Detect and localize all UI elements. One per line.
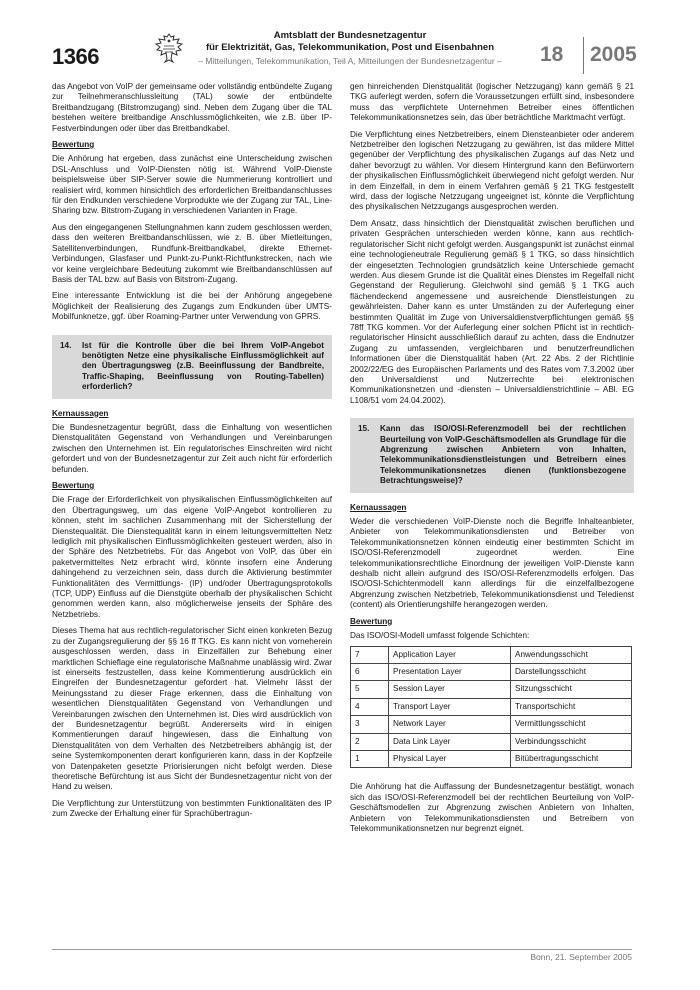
layer-english-cell: Transport Layer [389,698,511,715]
layer-english-cell: Application Layer [389,646,511,663]
layer-german-cell: Vermittlungsschicht [511,716,632,733]
layer-german-cell: Darstellungsschicht [511,663,632,680]
paragraph: Aus den eingegangenen Stellungnahmen kann zudem geschlossen werden, dass den weiteren Breitbandanschlüssen, wie z. B. über Mietleitungen, Satellitenverbindungen, Rundfunk-Breitbandkabel, direkte Ethernet-Verbindungen, Glasfaser und Punkt-zu-Punkt-Richtfunkstrecken, nach wie vor keine vergleichbare Bedeutung zukommt wie Breitbandanschlüssen auf Basis der TAL bzw. auf Basis von Bitstrom-Zugang. [52,222,332,284]
table-row [351,716,632,733]
layer-number-cell: 2 [351,733,389,750]
section-heading: Kernaussagen [52,408,109,418]
layer-english-cell: Network Layer [389,716,511,733]
osi-layer-table [350,646,632,769]
layer-german-cell: Verbindungsschicht [511,733,632,750]
footer-rule [52,949,632,950]
table-row [351,733,632,750]
question-box-15 [350,418,634,492]
layer-english-cell: Session Layer [389,681,511,698]
paragraph: Die Bundesnetzagentur begrüßt, dass die Einhaltung von wesentlichen Dienstqualitäten Gegenstand von Verhandlungen und Vereinbarungen zwischen den Unternehmen ist. Ein regulatorisches Einschreiten wird nicht gefordert und von der Bundesnetzagentur zur Zeit auch nicht für erforderlich befunden. [52,422,332,474]
issue-year: 2005 [590,43,637,66]
table-row [351,750,632,767]
paragraph: gen hinreichenden Dienstqualität (logischer Netzzugang) kann gemäß § 21 TKG auferlegt werden, sofern die Voraussetzungen erfüllt sind, insbesondere muss das verpflichtete Unternehmen Betreiber eines öffentlichen Telekommunikationsnetzes sein, das über beträchtliche Marktmacht verfügt. [350,82,634,123]
table-row [351,646,632,663]
layer-number-cell: 4 [351,698,389,715]
paragraph: Eine interessante Entwicklung ist die bei der Anhörung angegebene Möglichkeit der Realisierung des Zugangs zum Endkunden über UMTS-Mobilfunknetze, ggf. über Roaming-Partner unter Verwendung von GPRS. [52,291,332,322]
table-row [351,663,632,680]
table-row [351,698,632,715]
layer-english-cell: Data Link Layer [389,733,511,750]
layer-german-cell: Anwendungsschicht [511,646,632,663]
table-intro: Das ISO/OSI-Modell umfasst folgende Schichten: [350,631,530,641]
question-text: Ist für die Kontrolle über die bei Ihrem VoIP-Angebot benötigten Netze eine physikalische Einflussmöglichkeit auf den Übertragungsweg (z.B. Beeinflussung der Bandbreite, Traffic-Shaping, Beeinflussung von Routing-Tabellen) erforderlich? [82,340,324,392]
paragraph: Weder die verschiedenen VoIP-Dienste noch die Begriffe Inhalteanbieter, Anbieter von Telekommunikationsdiensten und Betreiber von Telekommunikationsnetzen können eindeutig einer bestimmten Schicht im ISO/OSI-Referenzmodell zugeordnet werden. Eine telekommunikationsrechtliche Einordnung der jeweiligen VoIP-Dienste kann deshalb nicht allein aufgrund des ISO/OSI-Referenzmodells erfolgen. Das ISO/OSI-Schichtenmodell kann allerdings für die einzelfallbezogene Abgrenzung zwischen Netzbetrieb, Telekommunikationsdienst und Teledienst (content) als Orientierungshilfe herangezogen werden. [350,517,634,610]
issue-number: 18 [540,43,564,66]
paragraph: Dieses Thema hat aus rechtlich-regulatorischer Sicht einen konkreten Bezug zu der Zugangsregulierung der §§ 16 ff TKG. Es kann nicht von vorneherein ausgeschlossen werden, dass in Einzelfällen zur Behebung einer marktlichen Schieflage eine regulatorische Maßnahme unablässig wird. Zwar ist einerseits festzustellen, dass keine Kommentierung ausdrücklich ein Eingreifen der Bundesnetzagentur gefordert hat. Vielmehr lässt der Meinungsstand zu dieser Frage erkennen, dass die Einhaltung von wesentlichen Dienstqualitäten Gegenstand von Verhandlungen und Vereinbarungen zwischen den Unternehmen ist. Dies wird ausdrücklich von der Bundesnetzagentur begrüßt. Andererseits wird in einigen Kommentierungen darauf hingewiesen, dass die Einhaltung von Dienstqualitäten von dem Verhalten des Netzbetreibers abhängig ist, der seine Systemkomponenten derart konfigurieren kann, dass in der Kopfzeile von Datenpaketen gesetzte Priorisierungen nicht befolgt werden. Diese theoretische Befürchtung ist aus Sicht der Bundesnetzagentur nicht von der Hand zu weisen. [52,626,332,792]
paragraph: Dem Ansatz, dass hinsichtlich der Dienstqualität zwischen beruflichen und privaten Gesprächen unterschieden werden könne, kann aus rechtlich-regulatorischer Sicht nicht gefolgt werden. Ausgangspunkt ist zunächst einmal eine technologieneutrale Regulierung gemäß § 1 TKG, so dass hinsichtlich der eingesetzten Technologien grundsätzlich keine Unterschiede gemacht werden. Aus diesem Grunde ist die Qualität eines Dienstes im Regelfall nicht Gegenstand der Regulierung. Gleichwohl sind gemäß § 1 TKG auch flächendeckend angemessene und ausreichende Dienstleistungen zu gewährleisten. Daher kann es unter Umständen zu der Auferlegung einer bestimmten Qualität im Zuge von Universaldienstverpflichtungen gemäß §§ 78ff TKG kommen. Vor der Auferlegung einer solchen Pflicht ist in rechtlich-regulatorischer Hinsicht ausschließlich darauf zu achten, dass die Endnutzer Zugang zu umfassenden, vergleichbaren und benutzerfreundlichen Informationen über die Dienstqualität haben (Art. 22 Abs. 2 der Richtlinie 2002/22/EG des Europäischen Parlaments und des Rates vom 7.3.2002 über den Universaldienst und Nutzerrechte bei elektronischen Kommunikationsnetzen und -diensten – Universaldienstrichtlinie – ABl. EG L108/51 vom 24.04.2002). [350,218,634,405]
layer-german-cell: Sitzungsschicht [511,681,632,698]
footer-date: Bonn, 21. September 2005 [530,952,632,962]
left-column [52,82,332,826]
section-heading: Bewertung [52,140,95,150]
page-number: 1366 [52,44,99,69]
journal-subtitle: – Mitteilungen, Telekommunikation, Teil A, Mitteilungen der Bundesnetzagentur – [198,56,502,66]
question-box-14 [52,335,332,399]
layer-english-cell: Physical Layer [389,750,511,767]
right-column [350,82,634,840]
paragraph: Die Verpflichtung zur Unterstützung von bestimmten Funktionalitäten des IP zum Zwecke der Erhaltung einer für Sprachübertragun- [52,798,332,819]
layer-english-cell: Presentation Layer [389,663,511,680]
journal-title: Amtsblatt der Bundesnetzagentur [273,30,427,41]
page-header [0,0,700,80]
table-row [351,681,632,698]
section-heading: Bewertung [350,616,393,626]
issue-divider [583,37,584,74]
layer-number-cell: 6 [351,663,389,680]
section-heading: Bewertung [52,481,95,490]
layer-number-cell: 5 [351,681,389,698]
layer-german-cell: Transportschicht [511,698,632,715]
layer-number-cell: 3 [351,716,389,733]
section-heading: Kernaussagen [350,502,407,512]
question-text: Kann das ISO/OSI-Referenzmodell bei der rechtlichen Beurteilung von VoIP-Geschäftsmodellen als Grundlage für die Abgrenzung zwischen Anbietern von Inhalten, Telekommunikationsdienstleistungen und Betreibern eines Telekommunikationsnetzes dienen (funktionsbezogene Betrachtungsweise)? [380,424,626,486]
journal-title-line2: für Elektrizität, Gas, Telekommunikation, Post und Eisenbahnen [205,42,495,53]
paragraph: das Angebot von VoIP der gemeinsame oder vollständig entbündelte Zugang zur Teilnehmeranschlussleitung (TAL) sowie der entbündelte Breitbandzugang (Bitstromzugang) sind. Neben dem Zugang über die TAL bestehen weitere breitbandige Anschlussmöglichkeiten, wie z.B. über IP-Festverbindungen oder über das Breitbandkabel. [52,82,332,133]
paragraph: Die Anhörung hat ergeben, dass zunächst eine Unterscheidung zwischen DSL-Anschluss und VoIP-Diensten nötig ist. Während VoIP-Dienste beispielsweise über SIP-Server sowie die Nummerierung kontrolliert und realisiert wird, kommen hinsichtlich des erforderlichen Breitbandanschlusses für den Endkunden verschiedene Vorprodukte wie der Zugang zur TAL, Line-Sharing bzw. Bitstrom-Zugang in verschiedenen Varianten in Frage. [52,154,332,216]
layer-german-cell: Bitübertragungsschicht [511,750,632,767]
question-number: 14. [60,340,72,350]
question-number: 15. [358,424,370,434]
layer-number-cell: 1 [351,750,389,767]
layer-number-cell: 7 [351,646,389,663]
paragraph: Die Anhörung hat die Auffassung der Bundesnetzagentur bestätigt, wonach sich das ISO/OSI-Referenzmodell bei der rechtlichen Beurteilung von VoIP-Geschäftsmodellen zur Abgrenzung zwischen Anbietern von Inhalten, Anbietern von Telekommunikationsdiensten und Betreibern von Telekommunikationsnetzen nur begrenzt eignet. [350,782,634,833]
paragraph: Die Verpflichtung eines Netzbetreibers, einem Diensteanbieter oder anderem Netzbetreiber den logischen Netzzugang zu gewähren, ist das mildere Mittel gegenüber der Verpflichtung des physikalischen Zugangs auf das Netz und daher bevorzugt zu wählen. Vor diesem Hintergrund kann den Befürwortern der physikalischen Einflussmöglichkeit überwiegend nicht gefolgt werden. Nur in dem Einzelfall, in dem in einem Verfahren gemäß § 21 TKG festgestellt wird, dass der logische Netzzugang ungeeignet ist, könnte die Verpflichtung des physikalischen Netzzugangs ausgesprochen werden. [350,129,634,212]
paragraph: Die Frage der Erforderlichkeit von physikalischen Einflussmöglichkeiten auf den Übertragungsweg, um das eigene VoIP-Angebot kontrollieren zu können, steht im sachlichen Zusammenhang mit der Sicherstellung der Dienstequalität. Die Dienstequalität kann in einem leitungsvermittelten Netz lediglich mit physikalischen Einflussmöglichkeiten gesteuert werden, also in der Sphäre des Netzbetriebs. Für das Angebot von VoIP, das über ein paketvermitteltes Netz erbracht wird, könnte insofern eine Änderung dahingehend zu verzeichnen sein, dass durch die Aktivierung bestimmter Funktionalitäten des Vermittlungs- (IP) und/oder Übertragungsprotokolls (TCP, UDP) Einfluss auf die Dienstgüte oberhalb der physikalischen Schicht genommen werden kann, also möglicherweise jenseits der Sphäre des Netzbetriebs. [52,495,332,619]
